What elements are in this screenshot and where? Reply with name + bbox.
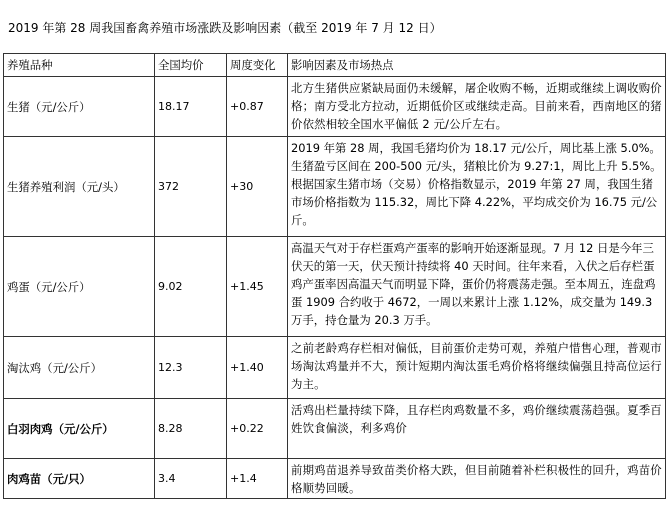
table-row	[4, 337, 666, 399]
table-row	[4, 137, 666, 237]
header-item: 养殖品种	[4, 54, 155, 77]
table-row	[4, 399, 666, 459]
row-avg-price: 12.3	[155, 337, 227, 399]
row-weekly-change: +1.4	[227, 459, 288, 499]
row-factors: 活鸡出栏量持续下降，且存栏肉鸡数量不多，鸡价继续震荡趋强。夏季百姓饮食偏淡，利多鸡价	[288, 399, 666, 459]
row-avg-price: 8.28	[155, 399, 227, 459]
row-weekly-change: +1.40	[227, 337, 288, 399]
row-weekly-change: +1.45	[227, 237, 288, 337]
row-weekly-change: +30	[227, 137, 288, 237]
row-item: 白羽肉鸡（元/公斤）	[4, 399, 155, 459]
row-avg-price: 372	[155, 137, 227, 237]
row-item: 生猪养殖利润（元/头）	[4, 137, 155, 237]
row-factors: 高温天气对于存栏蛋鸡产蛋率的影响开始逐渐显现。7 月 12 日是今年三伏天的第一天，伏天预计持续将 40 天时间。往年来看，入伏之后存栏蛋鸡产蛋率因高温天气而明显下降，蛋价仍将震荡走强。至本周五，连盘鸡蛋 1909 合约收于 4672，一周以来累计上涨 1.12%，成交量为 149.3 万手，持仓量为 20.3 万手。	[288, 237, 666, 337]
table-row	[4, 77, 666, 137]
row-item: 淘汰鸡（元/公斤）	[4, 337, 155, 399]
header-factors: 影响因素及市场热点	[288, 54, 666, 77]
row-item: 生猪（元/公斤）	[4, 77, 155, 137]
header-weekly-change: 周度变化	[227, 54, 288, 77]
table-row	[4, 459, 666, 499]
row-avg-price: 3.4	[155, 459, 227, 499]
table-header-row	[4, 54, 666, 77]
table-title: 2019 年第 28 周我国畜禽养殖市场涨跌及影响因素（截至 2019 年 7 月 12 日）	[8, 21, 442, 35]
market-table	[3, 53, 666, 499]
table-row	[4, 237, 666, 337]
row-factors: 2019 年第 28 周，我国毛猪均价为 18.17 元/公斤，周比基上涨 5.0%。生猪盈亏区间在 200-500 元/头，猪粮比价为 9.27:1，周比上升 5.5%。根据国家生猪市场（交易）价格指数显示，2019 年第 27 周，我国生猪市场价格指数为 115.32，周比下降 4.22%，平均成交价为 16.75 元/公斤。	[288, 137, 666, 237]
header-avg-price: 全国均价	[155, 54, 227, 77]
row-weekly-change: +0.22	[227, 399, 288, 459]
row-factors: 北方生猪供应紧缺局面仍未缓解，屠企收购不畅，近期或继续上调收购价格；南方受北方拉动，近期低价区或继续走高。目前来看，西南地区的猪价依然相较全国水平偏低 2 元/公斤左右。	[288, 77, 666, 137]
row-factors: 前期鸡苗退养导致苗类价格大跌，但目前随着补栏积极性的回升，鸡苗价格顺势回暖。	[288, 459, 666, 499]
row-item: 鸡蛋（元/公斤）	[4, 237, 155, 337]
row-factors: 之前老龄鸡存栏相对偏低，目前蛋价走势可观，养殖户惜售心理，普观市场淘汰鸡量并不大，预计短期内淘汰蛋毛鸡价格将继续偏强且持高位运行为主。	[288, 337, 666, 399]
row-avg-price: 9.02	[155, 237, 227, 337]
row-item: 肉鸡苗（元/只）	[4, 459, 155, 499]
row-avg-price: 18.17	[155, 77, 227, 137]
row-weekly-change: +0.87	[227, 77, 288, 137]
